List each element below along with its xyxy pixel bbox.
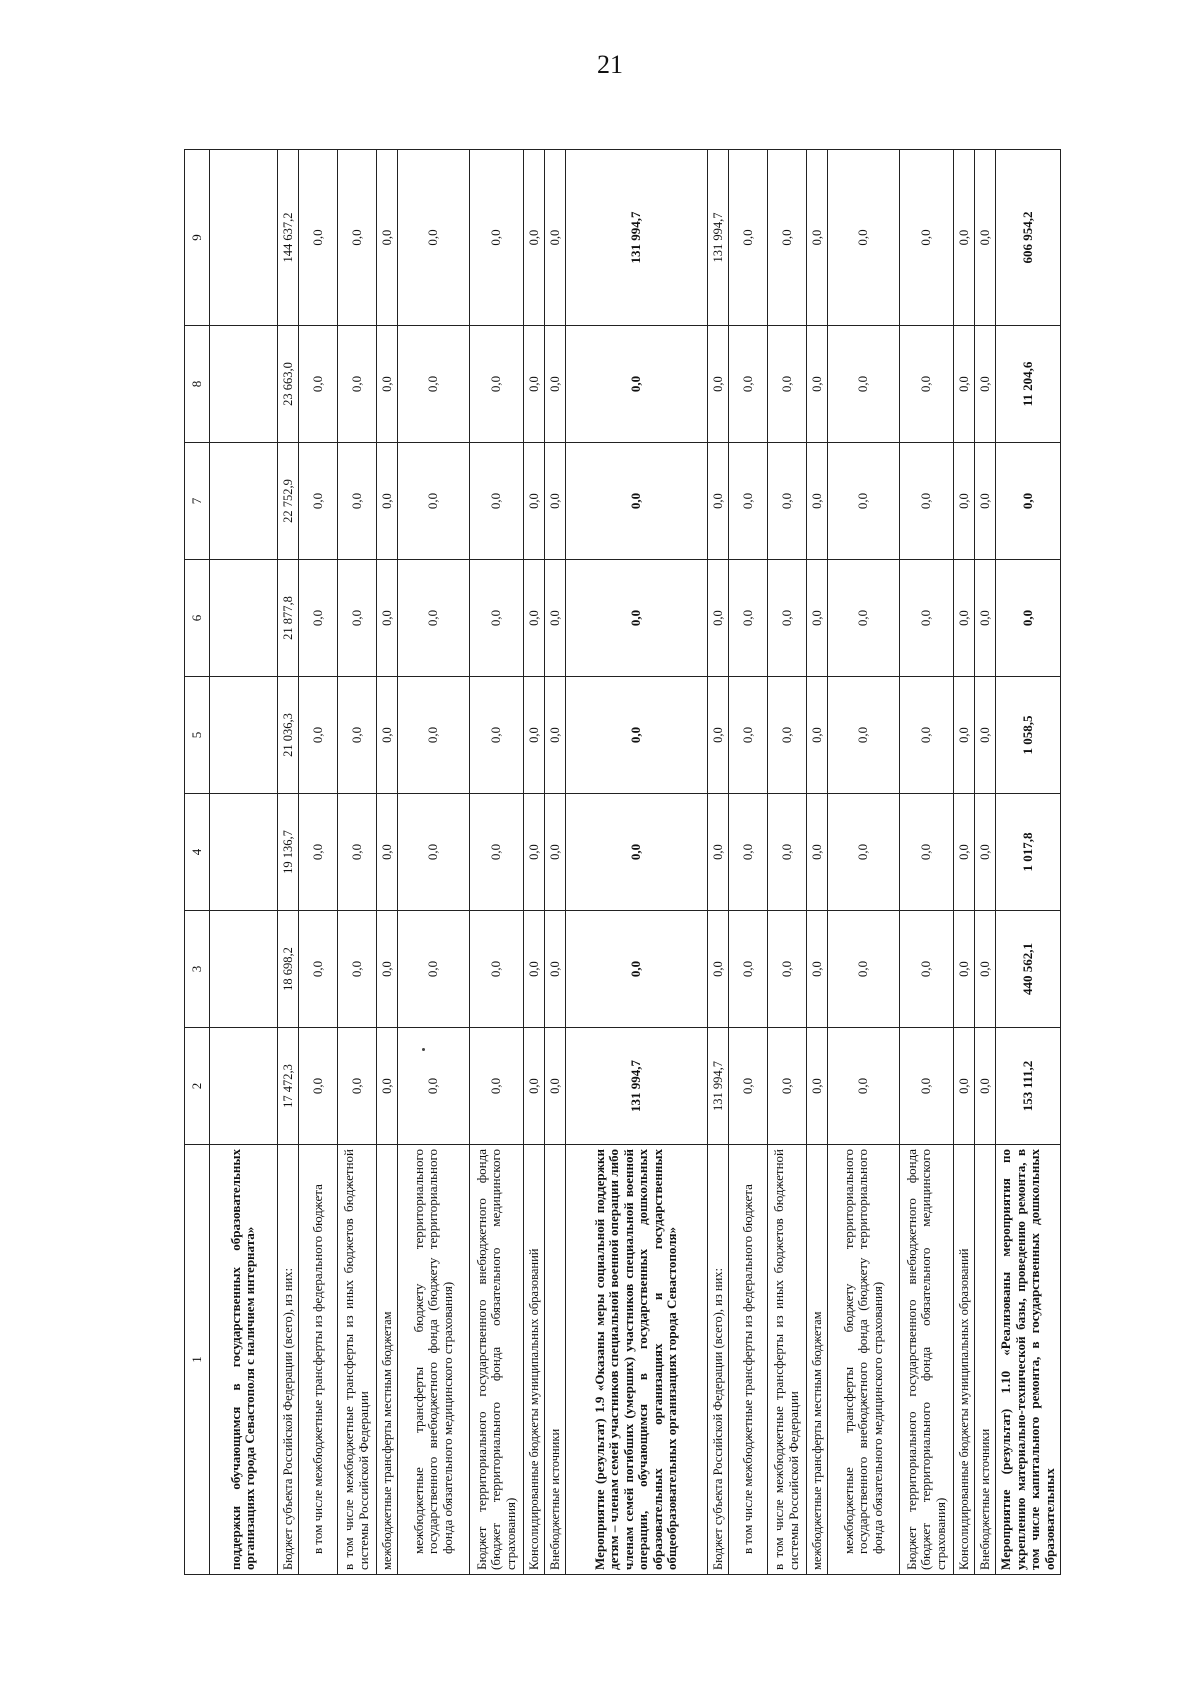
row-value: 0,0 bbox=[953, 1028, 974, 1145]
row-label: в том числе межбюджетные трансферты из федерального бюджета bbox=[728, 1145, 767, 1575]
row-value: 0,0 bbox=[707, 560, 728, 677]
row-value: 0,0 bbox=[337, 443, 376, 560]
table-row bbox=[298, 150, 337, 1575]
row-value: 0,0 bbox=[298, 911, 337, 1028]
row-value: 0,0 bbox=[469, 150, 523, 326]
row-value: 0,0 bbox=[899, 1028, 953, 1145]
row-value: 0,0 bbox=[728, 326, 767, 443]
row-label: Консолидированные бюджеты муниципальных образований bbox=[523, 1145, 544, 1575]
row-value: 17 472,3 bbox=[277, 1028, 298, 1145]
row-value: 0,0 bbox=[544, 1028, 565, 1145]
row-label: Мероприятие (результат) 1.9 «Оказаны меры социальной поддержки детям – членам семей участников специальной военной операции либо членам семей погибших (умерших) участников специальной военной операции, обучающимся в государственных дошкольных образовательных организациях и государственных общеобразовательных организациях города Севастополя» bbox=[566, 1145, 708, 1575]
row-value: 440 562,1 bbox=[996, 911, 1061, 1028]
row-value: 0,0 bbox=[337, 911, 376, 1028]
row-value: 0,0 bbox=[807, 911, 828, 1028]
row-value: 0,0 bbox=[298, 677, 337, 794]
row-value: 18 698,2 bbox=[277, 911, 298, 1028]
row-value: 0,0 bbox=[469, 794, 523, 911]
row-value: 0,0 bbox=[707, 443, 728, 560]
row-value: 0,0 bbox=[899, 911, 953, 1028]
row-value: 0,0 bbox=[337, 794, 376, 911]
table-row bbox=[767, 150, 806, 1575]
row-value: 0,0 bbox=[953, 911, 974, 1028]
row-value: 0,0 bbox=[767, 677, 806, 794]
row-value: 0,0 bbox=[899, 677, 953, 794]
column-header: 1 bbox=[185, 1145, 210, 1575]
row-value: 0,0 bbox=[544, 443, 565, 560]
row-value: 606 954,2 bbox=[996, 150, 1061, 326]
row-label: Бюджет субъекта Российской Федерации (всего), из них: bbox=[277, 1145, 298, 1575]
row-value: 0,0 bbox=[767, 1028, 806, 1145]
row-value: 1 058,5 bbox=[996, 677, 1061, 794]
row-value: 0,0 bbox=[469, 911, 523, 1028]
row-value: 0,0 bbox=[828, 150, 900, 326]
row-value: 0,0 bbox=[544, 911, 565, 1028]
table-row bbox=[996, 150, 1061, 1575]
row-value: 131 994,7 bbox=[566, 150, 708, 326]
row-value: 0,0 bbox=[996, 560, 1061, 677]
row-value: 0,0 bbox=[807, 677, 828, 794]
row-value: 0,0 bbox=[469, 326, 523, 443]
table-row bbox=[566, 150, 708, 1575]
row-value: 0,0 bbox=[728, 150, 767, 326]
row-value: 0,0 bbox=[566, 443, 708, 560]
row-value: 0,0 bbox=[767, 326, 806, 443]
row-value: 0,0 bbox=[566, 794, 708, 911]
row-value: 131 994,7 bbox=[707, 1028, 728, 1145]
row-value: 0,0 bbox=[523, 443, 544, 560]
column-header: 7 bbox=[185, 443, 210, 560]
row-value: 0,0 bbox=[975, 677, 996, 794]
row-value: 0,0 bbox=[953, 443, 974, 560]
row-value: 0,0 bbox=[523, 560, 544, 677]
table-row bbox=[707, 150, 728, 1575]
row-value: 19 136,7 bbox=[277, 794, 298, 911]
row-value: 0,0 bbox=[376, 911, 397, 1028]
row-value: 21 036,3 bbox=[277, 677, 298, 794]
row-value: 0,0 bbox=[376, 326, 397, 443]
row-value: 0,0 bbox=[398, 443, 470, 560]
row-value: 0,0 bbox=[376, 794, 397, 911]
row-label: в том числе межбюджетные трансферты из иных бюджетов бюджетной системы Российской Федерации bbox=[767, 1145, 806, 1575]
row-value: 0,0 bbox=[566, 911, 708, 1028]
row-value: 0,0 bbox=[523, 677, 544, 794]
row-value: 0,0 bbox=[398, 794, 470, 911]
row-value: 0,0 bbox=[807, 150, 828, 326]
table-row bbox=[975, 150, 996, 1575]
row-value: 0,0 bbox=[398, 326, 470, 443]
column-number-row bbox=[185, 150, 210, 1575]
row-value: 0,0 bbox=[376, 560, 397, 677]
row-value: 0,0 bbox=[523, 911, 544, 1028]
row-value: 0,0 bbox=[975, 443, 996, 560]
row-value bbox=[210, 560, 278, 677]
table-row bbox=[523, 150, 544, 1575]
table-row bbox=[953, 150, 974, 1575]
budget-table-rotated bbox=[184, 150, 1061, 1575]
row-value: 0,0 bbox=[337, 150, 376, 326]
row-value: 0,0 bbox=[707, 326, 728, 443]
page-number: 21 bbox=[597, 50, 623, 79]
table-body bbox=[210, 150, 1061, 1575]
row-value: 11 204,6 bbox=[996, 326, 1061, 443]
row-value: 0,0 bbox=[544, 150, 565, 326]
row-value: 0,0 bbox=[298, 150, 337, 326]
row-value: 0,0 bbox=[828, 794, 900, 911]
row-value: 0,0 bbox=[728, 1028, 767, 1145]
row-value: 0,0 bbox=[953, 794, 974, 911]
table-row bbox=[469, 150, 523, 1575]
row-value bbox=[210, 326, 278, 443]
row-value: 0,0 bbox=[767, 911, 806, 1028]
row-value: 0,0 bbox=[828, 326, 900, 443]
row-label: Внебюджетные источники bbox=[975, 1145, 996, 1575]
row-value: 0,0 bbox=[337, 560, 376, 677]
row-value: 0,0 bbox=[469, 1028, 523, 1145]
row-value: 0,0 bbox=[828, 560, 900, 677]
row-label: поддержки обучающимся в государственных образовательных организациях города Севастополя с наличием интерната» bbox=[210, 1145, 278, 1575]
table-row bbox=[899, 150, 953, 1575]
row-value: 0,0 bbox=[544, 794, 565, 911]
row-value: 0,0 bbox=[975, 794, 996, 911]
row-value: 23 663,0 bbox=[277, 326, 298, 443]
row-value: 0,0 bbox=[707, 794, 728, 911]
column-header: 4 bbox=[185, 794, 210, 911]
row-value: 0,0 bbox=[953, 326, 974, 443]
row-label: Бюджет территориального государственного внебюджетного фонда (бюджет территориального фонда обязательного медицинского страхования) bbox=[469, 1145, 523, 1575]
row-value: 0,0 bbox=[767, 443, 806, 560]
row-value: 0,0 bbox=[337, 1028, 376, 1145]
row-value: 0,0 bbox=[953, 677, 974, 794]
table-row bbox=[277, 150, 298, 1575]
row-value: 0,0 bbox=[523, 326, 544, 443]
row-value: 0,0 bbox=[298, 443, 337, 560]
budget-table bbox=[184, 149, 1061, 1575]
row-value: 0,0 bbox=[728, 794, 767, 911]
row-label: Бюджет территориального государственного внебюджетного фонда (бюджет территориального фонда обязательного медицинского страхования) bbox=[899, 1145, 953, 1575]
row-value: 144 637,2 bbox=[277, 150, 298, 326]
row-value: 0,0 bbox=[899, 326, 953, 443]
row-value: 0,0 bbox=[337, 326, 376, 443]
row-value: 0,0 bbox=[899, 150, 953, 326]
row-value bbox=[210, 1028, 278, 1145]
row-value: 131 994,7 bbox=[707, 150, 728, 326]
row-value: 0,0 bbox=[707, 677, 728, 794]
row-value: 0,0 bbox=[899, 443, 953, 560]
row-value: 0,0 bbox=[807, 1028, 828, 1145]
row-value: 0,0 bbox=[728, 677, 767, 794]
row-value: 0,0 bbox=[728, 443, 767, 560]
row-value bbox=[210, 794, 278, 911]
row-value: 0,0 bbox=[899, 560, 953, 677]
row-label: Внебюджетные источники bbox=[544, 1145, 565, 1575]
row-value: 0,0 bbox=[996, 443, 1061, 560]
table-row bbox=[210, 150, 278, 1575]
row-value: 0,0 bbox=[337, 677, 376, 794]
column-header: 8 bbox=[185, 326, 210, 443]
row-value: 0,0 bbox=[469, 443, 523, 560]
row-value bbox=[210, 677, 278, 794]
row-value: 0,0 bbox=[398, 1028, 470, 1145]
row-value: 0,0 bbox=[376, 677, 397, 794]
column-header: 9 bbox=[185, 150, 210, 326]
row-value: 0,0 bbox=[376, 443, 397, 560]
row-value bbox=[210, 150, 278, 326]
row-value: 0,0 bbox=[899, 794, 953, 911]
row-label: в том числе межбюджетные трансферты из федерального бюджета bbox=[298, 1145, 337, 1575]
row-value: 0,0 bbox=[566, 326, 708, 443]
row-value: 0,0 bbox=[975, 326, 996, 443]
row-value: 0,0 bbox=[469, 677, 523, 794]
row-value: 21 877,8 bbox=[277, 560, 298, 677]
row-value: 0,0 bbox=[767, 560, 806, 677]
row-value: 0,0 bbox=[975, 911, 996, 1028]
row-value: 0,0 bbox=[298, 1028, 337, 1145]
row-value bbox=[210, 911, 278, 1028]
row-value: 0,0 bbox=[398, 150, 470, 326]
row-value: 0,0 bbox=[828, 1028, 900, 1145]
row-value: 0,0 bbox=[544, 326, 565, 443]
row-value: 0,0 bbox=[523, 1028, 544, 1145]
row-value: 0,0 bbox=[544, 560, 565, 677]
row-value: 0,0 bbox=[953, 150, 974, 326]
row-label: межбюджетные трансферты местным бюджетам bbox=[376, 1145, 397, 1575]
row-label: Консолидированные бюджеты муниципальных образований bbox=[953, 1145, 974, 1575]
row-value: 0,0 bbox=[398, 677, 470, 794]
row-value: 0,0 bbox=[807, 443, 828, 560]
row-value: 0,0 bbox=[469, 560, 523, 677]
row-value: 0,0 bbox=[728, 911, 767, 1028]
column-header: 5 bbox=[185, 677, 210, 794]
column-header: 2 bbox=[185, 1028, 210, 1145]
row-label: Мероприятие (результат) 1.10 «Реализованы мероприятия по укреплению материально-технической базы, проведению ремонта, в том числе капитального ремонта, в государственных дошкольных образовательных bbox=[996, 1145, 1061, 1575]
table-row bbox=[728, 150, 767, 1575]
row-value: 0,0 bbox=[807, 326, 828, 443]
row-label: межбюджетные трансферты местным бюджетам bbox=[807, 1145, 828, 1575]
row-label: межбюджетные трансферты бюджету территориального государственного внебюджетного фонда (бюджету территориального фонда обязательного медицинского страхования) bbox=[398, 1145, 470, 1575]
row-value: 0,0 bbox=[566, 560, 708, 677]
row-value: 0,0 bbox=[953, 560, 974, 677]
table-row bbox=[807, 150, 828, 1575]
table-row bbox=[376, 150, 397, 1575]
row-value: 22 752,9 bbox=[277, 443, 298, 560]
row-value: 0,0 bbox=[828, 677, 900, 794]
row-label: Бюджет субъекта Российской Федерации (всего), из них: bbox=[707, 1145, 728, 1575]
row-value: 0,0 bbox=[298, 794, 337, 911]
row-value: 0,0 bbox=[376, 150, 397, 326]
row-value: 0,0 bbox=[398, 560, 470, 677]
row-value: 0,0 bbox=[728, 560, 767, 677]
row-value: 0,0 bbox=[376, 1028, 397, 1145]
table-row bbox=[337, 150, 376, 1575]
row-value: 0,0 bbox=[298, 326, 337, 443]
table-row bbox=[828, 150, 900, 1575]
row-value: 0,0 bbox=[975, 150, 996, 326]
row-value bbox=[210, 443, 278, 560]
row-value: 0,0 bbox=[828, 911, 900, 1028]
row-value: 153 111,2 bbox=[996, 1028, 1061, 1145]
row-value: 0,0 bbox=[523, 794, 544, 911]
row-value: 0,0 bbox=[523, 150, 544, 326]
column-header: 3 bbox=[185, 911, 210, 1028]
row-value: 0,0 bbox=[807, 794, 828, 911]
row-label: в том числе межбюджетные трансферты из иных бюджетов бюджетной системы Российской Федерации bbox=[337, 1145, 376, 1575]
table-row bbox=[544, 150, 565, 1575]
row-value: 0,0 bbox=[398, 911, 470, 1028]
row-label: межбюджетные трансферты бюджету территориального государственного внебюджетного фонда (бюджету территориального фонда обязательного медицинского страхования) bbox=[828, 1145, 900, 1575]
row-value: 0,0 bbox=[767, 150, 806, 326]
column-header: 6 bbox=[185, 560, 210, 677]
row-value: 0,0 bbox=[828, 443, 900, 560]
row-value: 0,0 bbox=[298, 560, 337, 677]
row-value: 0,0 bbox=[975, 1028, 996, 1145]
row-value: 1 017,8 bbox=[996, 794, 1061, 911]
row-value: 0,0 bbox=[544, 677, 565, 794]
row-value: 131 994,7 bbox=[566, 1028, 708, 1145]
table-row bbox=[398, 150, 470, 1575]
row-value: 0,0 bbox=[707, 911, 728, 1028]
row-value: 0,0 bbox=[975, 560, 996, 677]
row-value: 0,0 bbox=[767, 794, 806, 911]
row-value: 0,0 bbox=[566, 677, 708, 794]
row-value: 0,0 bbox=[807, 560, 828, 677]
